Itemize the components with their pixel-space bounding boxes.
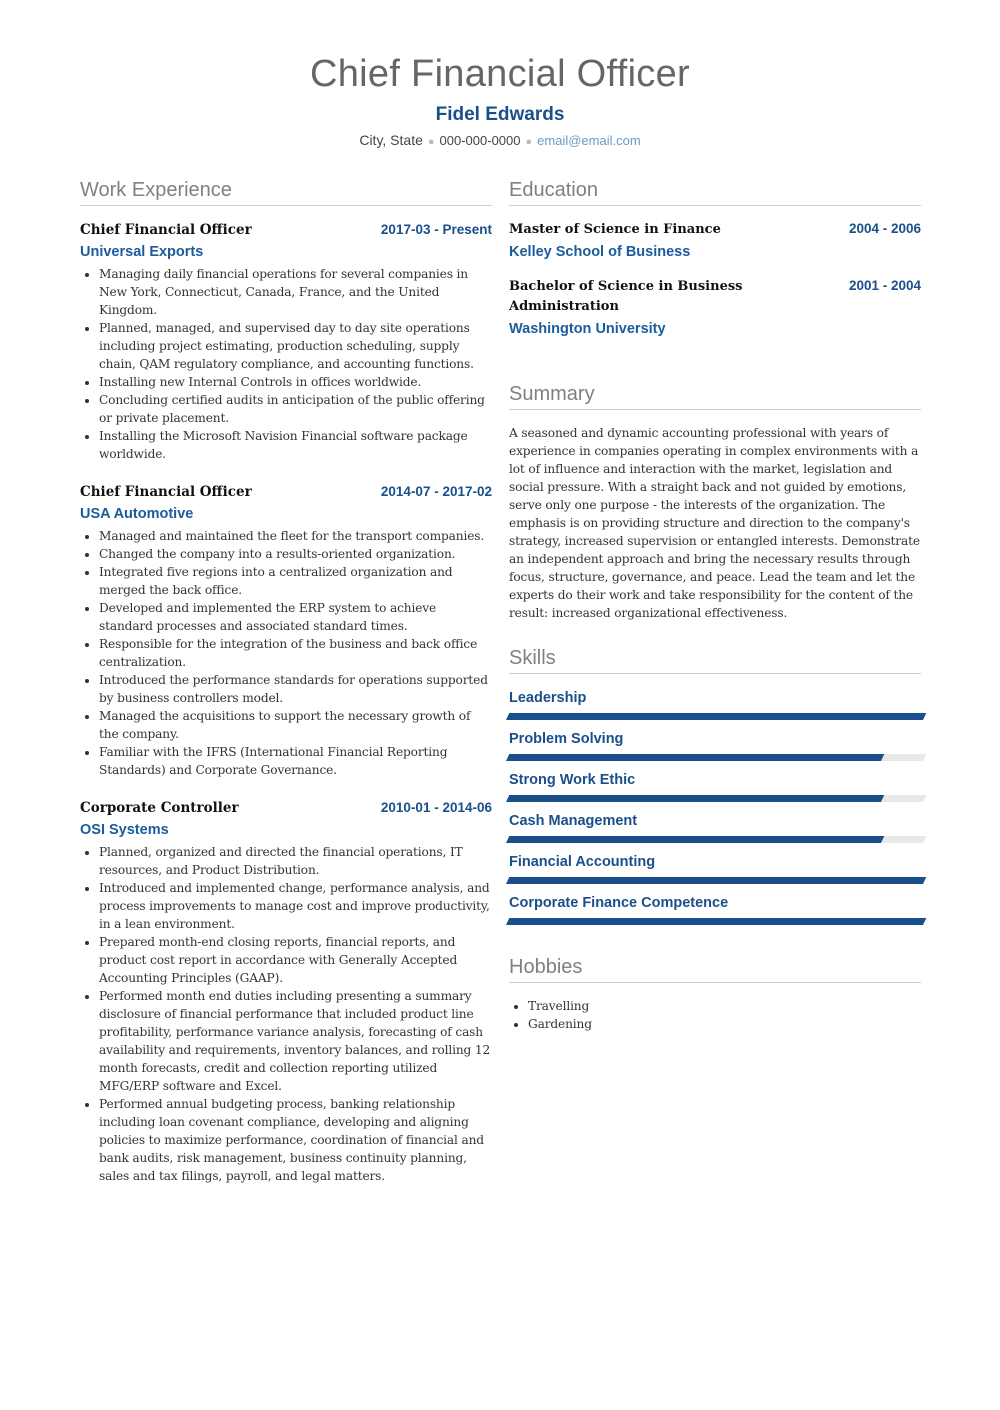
list-item: • Performed month end duties including presenting a summary disclosure of financial performance that included product line profitability, performance variance analysis, forecasting of cash availability and requirements, inventory balances, and rolling 12 month forecasts, credit and collection reporting utilized MFG/ERP software and Excel. xyxy=(99,987,492,1095)
list-item: • Performed annual budgeting process, banking relationship including loan covenant compliance, developing and aligning policies to maximize performance, coordination of financial and bank audits, risk management, business continuity planning, sales and tax filings, payroll, and legal matters. xyxy=(99,1095,492,1185)
skill-bar-fill xyxy=(506,836,885,843)
job-title: Chief Financial Officer xyxy=(309,53,691,95)
list-item: • Responsible for the integration of the business and back office centralization. xyxy=(99,635,492,671)
summary-text: A seasoned and dynamic accounting professional with years of experience in companies operating in complex environments with a lot of influence and interaction with the market, legislation and social pressure. With a straight back and not guided by emotions, serve only one purpose - the interests of the organization. The emphasis is on providing structure and direction to the company's strategy, increased supervision or entangled interests. Demonstrate an independent approach and bring the necessary results through focus, structure, governance, and peace. Lead the team and let the experts do their work and take responsibility for the content of the result: increased organizational effectiveness. xyxy=(509,426,920,620)
summary-section xyxy=(509,382,921,622)
list-item: • Introduced and implemented change, performance analysis, and process improvements to manage cost and improve productivity, in a lean environment. xyxy=(99,879,492,933)
list-item: • Gardening xyxy=(528,1015,921,1033)
list-item: • Developed and implemented the ERP system to achieve standard processes and associated standard times. xyxy=(99,599,492,635)
skill-bar xyxy=(506,754,926,761)
location: City, State xyxy=(359,132,423,148)
skill-name: Corporate Finance Competence xyxy=(509,895,729,911)
school-name: Washington University xyxy=(509,321,666,337)
education-date: 2001 - 2004 xyxy=(848,278,921,293)
company-name: USA Automotive xyxy=(80,506,194,522)
skill-name: Financial Accounting xyxy=(509,854,656,870)
list-item: • Travelling xyxy=(528,997,921,1015)
work-entry xyxy=(80,220,492,463)
hobbies-section xyxy=(509,955,921,1033)
resume-header xyxy=(0,50,1000,151)
skill-item xyxy=(509,893,921,925)
phone: 000-000-0000 xyxy=(439,133,521,148)
skill-name: Cash Management xyxy=(509,813,638,829)
work-experience-heading: Work Experience xyxy=(80,178,492,206)
right-column xyxy=(509,178,921,1033)
separator-dot-icon: ● xyxy=(525,136,533,148)
list-item: • Concluding certified audits in anticipation of the public offering or private placement. xyxy=(99,391,492,427)
list-item: • Installing new Internal Controls in offices worldwide. xyxy=(99,373,492,391)
job-date: 2010-01 - 2014-06 xyxy=(380,800,492,815)
skill-bar xyxy=(506,836,926,843)
job-bullets xyxy=(80,527,492,779)
education-entry xyxy=(509,220,921,263)
degree: Master of Science in Finance xyxy=(509,222,721,237)
job-position: Corporate Controller xyxy=(80,800,239,816)
list-item: • Managed and maintained the fleet for the transport companies. xyxy=(99,527,492,545)
list-item: • Prepared month-end closing reports, financial reports, and product cost report in accordance with Generally Accepted Accounting Principles (GAAP). xyxy=(99,933,492,987)
list-item: • Managed the acquisitions to support the necessary growth of the company. xyxy=(99,707,492,743)
skills-heading: Skills xyxy=(509,646,921,674)
job-date: 2017-03 - Present xyxy=(380,222,492,237)
skill-item xyxy=(509,811,921,843)
education-heading: Education xyxy=(509,178,921,206)
separator-dot-icon: ● xyxy=(427,136,435,148)
email-link[interactable]: email@email.com xyxy=(537,133,641,148)
skill-bar-fill xyxy=(506,754,885,761)
skill-bar-fill xyxy=(506,795,885,802)
education-date: 2004 - 2006 xyxy=(848,221,921,236)
skill-item xyxy=(509,688,921,720)
job-bullets xyxy=(80,265,492,463)
summary-heading: Summary xyxy=(509,382,921,410)
skill-item xyxy=(509,729,921,761)
list-item: • Managing daily financial operations for several companies in New York, Connecticut, Canada, France, and the United Kingdom. xyxy=(99,265,492,319)
skill-item xyxy=(509,852,921,884)
skill-item xyxy=(509,770,921,802)
skill-bar-fill xyxy=(506,877,926,884)
company-name: OSI Systems xyxy=(80,822,169,838)
company-name: Universal Exports xyxy=(80,244,204,260)
skill-bar xyxy=(506,713,926,720)
job-bullets xyxy=(80,843,492,1185)
degree: Bachelor of Science in Business Administration xyxy=(509,279,743,314)
job-position: Chief Financial Officer xyxy=(80,484,252,500)
skill-bar xyxy=(506,877,926,884)
work-entry xyxy=(80,482,492,779)
list-item: • Planned, organized and directed the financial operations, IT resources, and Product Distribution. xyxy=(99,843,492,879)
skills-section xyxy=(509,646,921,925)
list-item: • Integrated five regions into a centralized organization and merged the back office. xyxy=(99,563,492,599)
skill-name: Strong Work Ethic xyxy=(509,772,636,788)
skill-name: Leadership xyxy=(509,690,587,706)
hobbies-list xyxy=(509,997,921,1033)
list-item: • Installing the Microsoft Navision Financial software package worldwide. xyxy=(99,427,492,463)
list-item: • Planned, managed, and supervised day to day site operations including project estimating, production scheduling, supply chain, QAM regulatory compliance, and accounting functions. xyxy=(99,319,492,373)
job-position: Chief Financial Officer xyxy=(80,222,252,238)
job-date: 2014-07 - 2017-02 xyxy=(380,484,492,499)
skill-bar-fill xyxy=(506,713,926,720)
skill-bar-fill xyxy=(506,918,926,925)
hobbies-heading: Hobbies xyxy=(509,955,921,983)
contact-line xyxy=(0,131,1000,151)
list-item: • Introduced the performance standards for operations supported by business controllers model. xyxy=(99,671,492,707)
education-entry xyxy=(509,277,921,340)
list-item: • Familiar with the IFRS (International Financial Reporting Standards) and Corporate Governance. xyxy=(99,743,492,779)
skill-bar xyxy=(506,795,926,802)
list-item: • Changed the company into a results-oriented organization. xyxy=(99,545,492,563)
school-name: Kelley School of Business xyxy=(509,244,691,260)
skill-name: Problem Solving xyxy=(509,731,624,747)
work-entry xyxy=(80,798,492,1185)
skill-bar xyxy=(506,918,926,925)
left-column xyxy=(80,178,492,1204)
person-name: Fidel Edwards xyxy=(435,104,565,125)
